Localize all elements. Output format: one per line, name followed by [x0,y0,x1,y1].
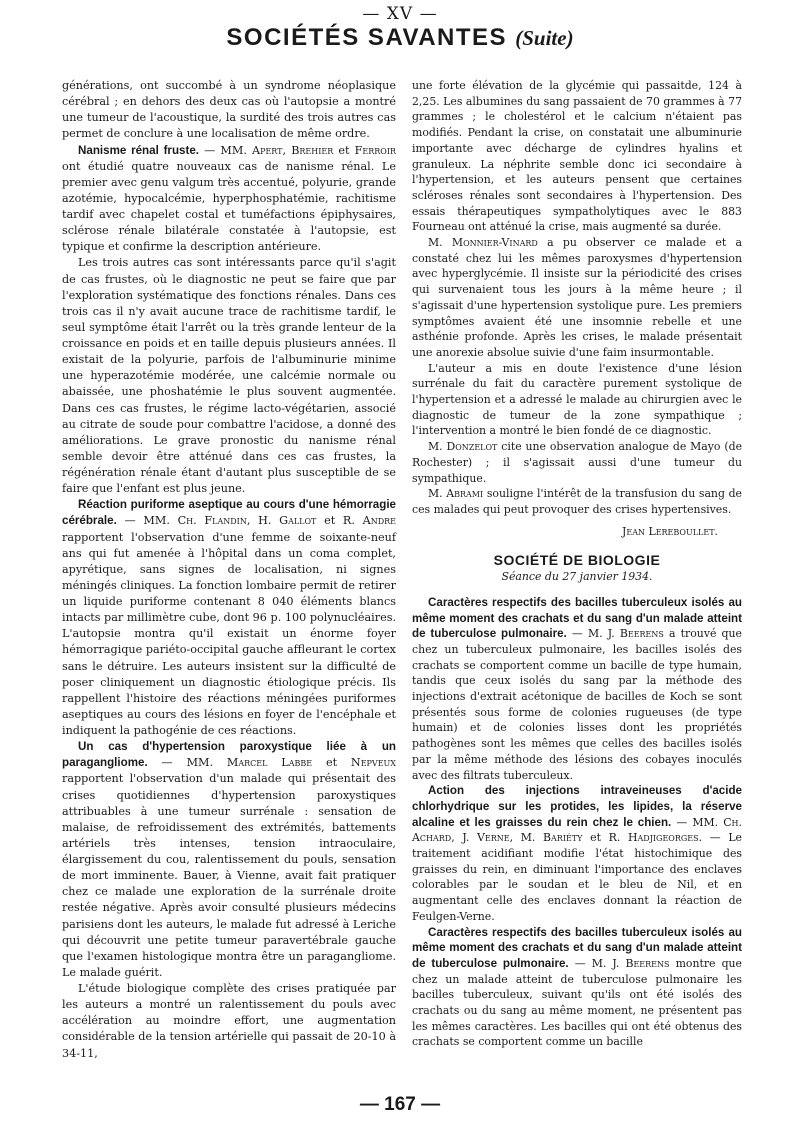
running-title [0,24,800,52]
paragraph [412,486,742,517]
paragraph [412,235,742,361]
text-run: a pu observer ce malade et a constaté chez lui les mêmes paroxysmes d'hypertension avec hyperglycémie. Il insiste sur la périodicité des crises qui survenaient tous les jours à la même heure ; il s'agissait d'une hypertension systolique pure. Les premiers symptômes avaient été une insomnie rebelle et une asthénie profonde. Après les crises, le malade présentait une anorexie absolue suivie d'une faim insurmontable. [412,236,743,359]
page-number: — 167 — [359,1094,441,1115]
text-run: — MM. [116,514,178,528]
article-nanisme [62,143,396,256]
signature: Jean Lereboullet. [622,524,718,538]
text-run: — M. [568,956,613,970]
article-body: rapportent l'observation d'un malade qui présentait des crises quotidiennes d'hypertension paroxystiques attribuables à une tumeur surrénale : sensation de malaise, de refroidissement des extrémités, battements artériels très intenses, tension intraoculaire, élargissement du cou, ralentissement du pouls, sensation de mort imminente. Bauer, à Vienne, avait fait pratiquer chez ce malade une exploration de la surrénale droite restée négative. Après avoir consulté plusieurs médecins parisiens dont les auteurs, le malade fut adressé à Leriche qui découvrit une petite tumeur paravertébrale gauche que l'examen histologique montra être un paragangliome. Le malade guérit. [62,772,396,979]
author-name: R. Hadjigeorges [608,831,699,845]
text-run: souligne l'intérêt de la transfusion du sang de ces malades qui peut provoquer des crises hypertensives. [412,487,742,516]
page-roman-number: — XV — [362,4,438,24]
paragraph [412,439,742,486]
article-reaction-puriforme [62,497,396,739]
article-title: Caractères respectifs des bacilles tuberculeux isolés au même moment des crachats et du sang d'un malade atteint de tuberculose pulmonaire. [412,925,742,970]
author-name: Monnier-Vinard [451,236,538,250]
text-run: , [282,143,292,157]
text-run: — M. [566,627,608,641]
text-run: , [451,831,463,845]
article-title: Action des injections intraveineuses d'acide chlorhydrique sur les protides, les lipides, la réserve alcaline et les graisses du rein chez le chien. [412,784,742,829]
article-body: . — Le traitement acidifiant modifie l'état histochimique des graisses du rein, en diminuant l'importance des enclaves colorables par le soudan et le bleu de Nil, et en augmentant celle des enclaves donnant la réaction de Feulgen-Verne. [412,831,742,923]
text-run: — MM. [199,143,252,157]
text-run: et [316,514,343,528]
text-run: M. [428,487,447,501]
article-hypertension [62,739,396,981]
article-beerens-1 [412,595,742,783]
text-run: et [312,756,351,770]
paragraph: L'étude biologique complète des crises pratiquée par les auteurs a montré un ralentissement du pouls avec accélération au moindre effort, une augmentation considérable de la tension artérielle qui passait de 20-10 à 34-11, [62,982,396,1060]
article-body: rapportent l'observation d'une femme de soixante-neuf ans qui fut amenée à l'hôpital dans un coma complet, apyrétique, sans signes de localisation, ni signes méningés cliniques. La fonction lombaire permit de retirer un liquide puriforme contenant 8 040 éléments blancs intacts par millimètre cube, dont 96 p. 100 polynucléaires. L'autopsie montra qu'il existait un énorme foyer hémorragique pariéto-occipital gauche affleurant le cortex sans le détruire. Les auteurs insistent sur la difficulté de poser cliniquement un diagnostic étiologique précis. Ils rappellent l'histoire des réactions méningées puriformes aseptiques au cours des lésions en foyer de l'encéphale et indiquent la pathogénie de ces réactions. [62,530,396,737]
author-name: R. Andre [342,514,396,528]
article-achard [412,783,742,924]
left-column [62,78,396,1062]
section-heading: SOCIÉTÉ DE BIOLOGIE [493,552,661,569]
author-name: Marcel Labbe [226,756,313,770]
text-run: et [582,831,609,845]
article-title: Un cas d'hypertension paroxystique liée à un paragangliome. [62,740,396,770]
paragraph: L'auteur a mis en doute l'existence d'une lésion surrénale du fait du caractère purement systolique de l'hypertension et a adressé le malade au chirurgien avec le diagnostic de tumeur de la zone sympathique ; l'intervention a montré le bien fondé de ce diagnostic. [412,361,742,438]
author-name: Nepveux [350,756,396,770]
author-name: Brehier [291,143,334,157]
author-name: Donzelot [446,440,498,454]
author-name: Ferroir [354,143,397,157]
article-body: ont étudié quatre nouveaux cas de nanisme rénal. Le premier avec genu valgum très accentué, polyurie, grande azotémie, hypocalcémie, hyperphosphatémie, rachitisme tardif avec chapelet costal et tuméfactions épiphysaires, sclérose rénale bilatérale constatée à l'autopsie, est typique et confirme la description antérieure. [62,159,396,254]
article-title: Caractères respectifs des bacilles tuberculeux isolés au même moment des crachats et du sang d'un malade atteint de tuberculose pulmonaire. [412,595,742,641]
running-title-suite: (Suite) [515,26,574,50]
author-name: H. Gallot [258,514,317,528]
author-name: Ch. Achard [412,815,742,845]
author-name: Ch. Flandin [177,514,247,528]
text-run: M. [428,440,447,454]
text-run: et [333,143,355,157]
text-run: — MM. [147,756,227,770]
article-body: montre que chez un malade atteint de tuberculose pulmonaire les bacilles tuberculeux, suivant qu'ils ont été isolés des crachats ou du sang au même moment, ne présentent pas les mêmes caractères. Les bacilles qui ont été obtenus des crachats se comportent comme un bacille [412,956,742,1049]
text-run: — MM. [671,815,724,829]
article-title: Réaction puriforme aseptique au cours d'une hémorragie cérébrale. [62,498,396,528]
text-run: , [509,831,521,845]
article-beerens-2 [412,925,742,1051]
paragraph: une forte élévation de la glycémie qui passaitde, 124 à 2,25. Les albumines du sang passaient de 70 grammes à 77 grammes ; le cholestérol et le calcium n'étaient pas modifiés. Pendant la crise, on constatait une albuminurie importante avec décharge de cylindres hyalins et granuleux. La néphrite semble donc ici secondaire à l'hypertension, et les auteurs pensent que certaines scléroses rénales sont secondaires à l'hypertension. Des essais thérapeutiques sympatholytiques avec le 883 Fourneau ont atténué la crise, mais augmenté sa durée. [412,79,742,234]
author-name: J. Verne [462,831,510,845]
paragraph: générations, ont succombé à un syndrome néoplasique cérébral ; en dehors des deux cas où l'autopsie a montré une tumeur de l'acoustique, la surdité des trois autres cas permet de conclure à une localisation de même ordre. [62,79,396,141]
author-name: J. Beerens [612,956,670,970]
text-run: , [246,514,259,528]
paragraph: Les trois autres cas sont intéressants parce qu'il s'agit de cas frustes, où le diagnostic ne peut se faire que par l'exploration systématique des fonctions rénales. Dans ces trois cas il n'y avait aucune trace de rachitisme tardif, le seul symptôme était l'arrêt ou la très grande lenteur de la croissance en poids et en taille depuis plusieurs années. Il existait de la polyurie, parfois de l'albuminurie minime une hyperazotémie modérée, une calcémie normale ou abaissée, une phoshatémie le plus souvent augmentée. Dans ces cas frustes, le régime lacto-végétarien, associé au citrate de soude pour combattre l'acidose, a donné des améliorations. Le grave pronostic du nanisme rénal semble devoir être atténué dans ces cas frustes, la régénération rénale étant d'autant plus susceptible de se faire que l'enfant est plus jeune. [62,256,396,496]
author-name: J. Beerens [607,627,664,641]
author-name: Apert [251,143,283,157]
right-column [412,78,742,1050]
article-title: Nanisme rénal fruste. [78,143,200,157]
article-body: a trouvé que chez un tuberculeux pulmonaire, les bacilles isolés des crachats se comportent comme un bacille de type humain, tandis que ceux isolés du sang par la méthode des injections d'extrait acétonique de bacilles de Koch se sont présentés sous forme de colonies rugueuses (de type humain) et de colonies lisses dont les propriétés pathogènes sont les mêmes que celles des bacilles isolés par la même méthode des lésions des cobayes inoculés avec des filtrats tuberculeux. [412,627,742,782]
running-title-main: SOCIÉTÉS SAVANTES [226,24,508,51]
text-run: cite une observation analogue de Mayo (de Rochester) ; il s'agissait aussi d'une tumeur du sympathique. [412,440,743,485]
author-name: Abrami [446,487,484,501]
text-run: M. [428,236,452,250]
session-date: Séance du 27 janvier 1934. [501,570,653,584]
author-name: M. Bariéty [520,831,583,845]
